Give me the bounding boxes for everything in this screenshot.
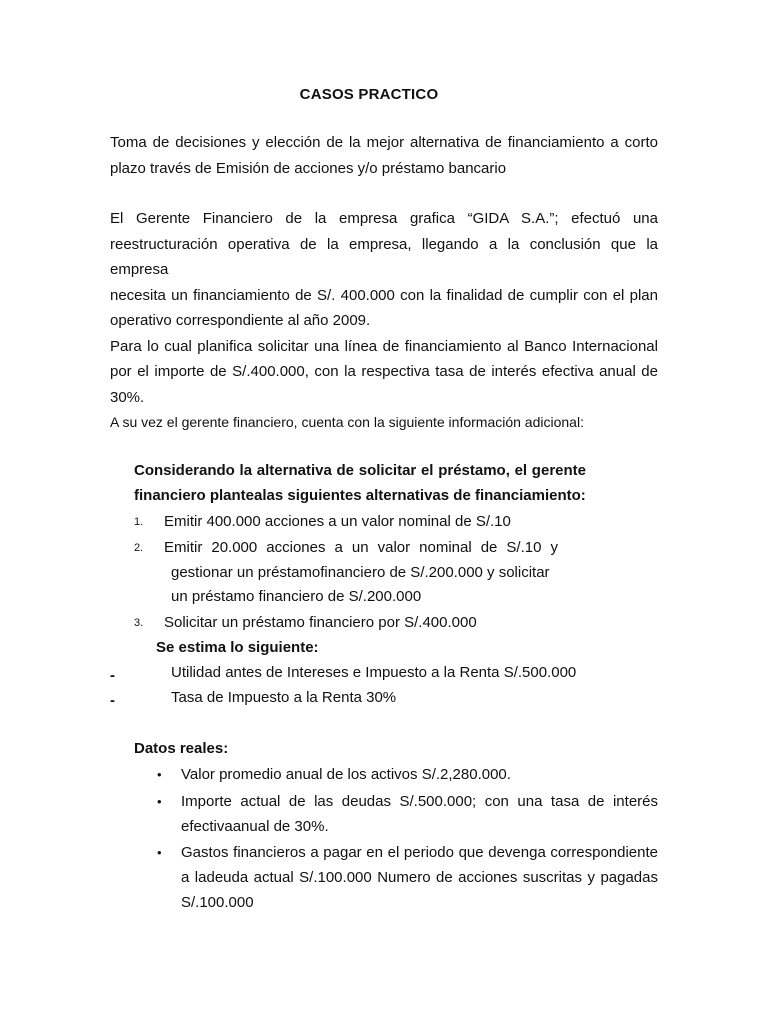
dash-marker: - <box>110 692 115 709</box>
real-data-line: Gastos financieros a pagar en el periodo que devenga correspondiente <box>181 844 658 861</box>
context-line: por el importe de S/.400.000, con la respectiva tasa de interés efectiva anual de <box>110 363 658 380</box>
real-data-item <box>181 789 658 839</box>
real-data-heading: Datos reales: <box>134 740 229 757</box>
context-paragraph <box>110 206 658 410</box>
estimate-text: Utilidad antes de Intereses e Impuesto a la Renta S/.500.000 <box>171 664 577 681</box>
context-line: Para lo cual planifica solicitar una línea de financiamiento al Banco Internacional <box>110 337 658 355</box>
real-data-item <box>181 762 658 787</box>
real-data-line: S/.100.000 <box>181 894 254 911</box>
considering-paragraph <box>134 458 586 508</box>
bullet-marker: • <box>157 845 162 860</box>
dash-marker: - <box>110 667 115 684</box>
alternative-number: 2. <box>134 542 144 554</box>
alternative-number: 3. <box>134 617 144 629</box>
alternative-text: Solicitar un préstamo financiero por S/.400.000 <box>164 614 477 631</box>
additional-info-text: A su vez el gerente financiero, cuenta con la siguiente información adicional: <box>110 414 584 430</box>
intro-line: plazo través de Emisión de acciones y/o préstamo bancario <box>110 159 507 177</box>
alternative-text: un préstamo financiero de S/.200.000 <box>171 588 422 605</box>
real-data-line: a ladeuda actual S/.100.000 Numero de acciones suscritas y pagadas <box>181 869 658 886</box>
estimate-heading: Se estima lo siguiente: <box>156 639 319 656</box>
considering-line: financiero plantealas siguientes alternativas de financiamiento: <box>134 487 586 504</box>
intro-line: Toma de decisiones y elección de la mejor alternativa de financiamiento a corto <box>110 134 658 151</box>
alternative-number: 1. <box>134 516 144 528</box>
alternative-text: gestionar un préstamofinanciero de S/.200.000 y solicitar <box>171 564 550 581</box>
bullet-marker: • <box>157 767 162 782</box>
estimate-text: Tasa de Impuesto a la Renta 30% <box>171 689 397 706</box>
real-data-line: Valor promedio anual de los activos S/.2,280.000. <box>181 766 511 783</box>
context-line: operativo correspondiente al año 2009. <box>110 312 371 329</box>
intro-paragraph <box>110 130 658 181</box>
context-line: El Gerente Financiero de la empresa grafica “GIDA S.A.”; efectuó una <box>110 210 658 227</box>
alternative-text: Emitir 400.000 acciones a un valor nominal de S/.10 <box>164 513 511 530</box>
context-line: reestructuración operativa de la empresa, llegando a la conclusión que la empresa <box>110 235 658 278</box>
context-line: necesita un financiamiento de S/. 400.000 con la finalidad de cumplir con el plan <box>110 286 658 304</box>
real-data-line: efectivaanual de 30%. <box>181 818 329 835</box>
context-line: 30%. <box>110 388 145 406</box>
page-title: CASOS PRACTICO <box>299 86 439 103</box>
bullet-marker: • <box>157 794 162 809</box>
real-data-line: Importe actual de las deudas S/.500.000; con una tasa de interés <box>181 793 658 810</box>
considering-line: Considerando la alternativa de solicitar el préstamo, el gerente <box>134 462 586 479</box>
real-data-item <box>181 840 658 915</box>
alternative-text: Emitir 20.000 acciones a un valor nominal de S/.10 y <box>164 539 558 556</box>
